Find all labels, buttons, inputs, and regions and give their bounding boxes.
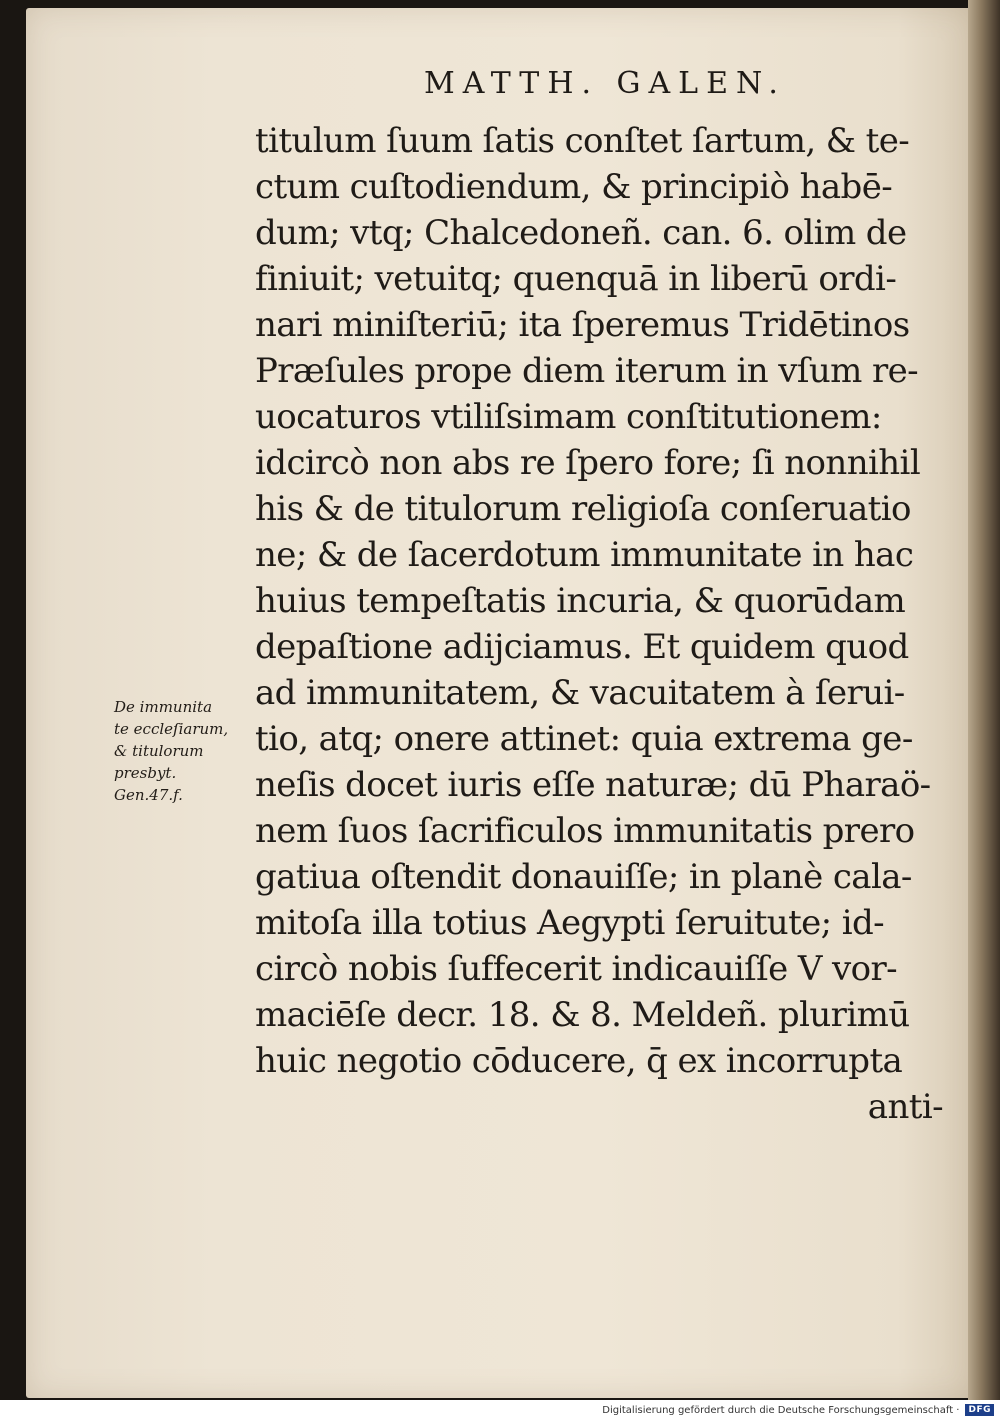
marginal-note-line: Gen.47.f.	[114, 786, 183, 804]
text-line: ad immunitatem, & vacuitatem à ſerui-	[255, 673, 905, 713]
marginal-note-line: De immunita	[114, 698, 213, 716]
text-line: circò nobis ſuffecerit indicauiſſe V vor-	[255, 949, 898, 989]
footer-credit: Digitalisierung gefördert durch die Deutsche Forschungsgemeinschaft ·	[602, 1404, 960, 1416]
digitization-footer	[0, 1400, 1000, 1420]
text-line: huius tempeſtatis incuria, & quorūdam	[255, 581, 906, 621]
text-line: titulum ſuum ſatis conſtet ſartum, & te-	[255, 121, 910, 161]
text-line: huic negotio cōducere, q̄ ex incorrupta	[255, 1041, 903, 1081]
marginal-note-line: te eccleſiarum,	[114, 720, 229, 738]
text-line: nari miniſteriū; ita ſperemus Tridētinos	[255, 305, 910, 345]
text-line: tio, atq; onere attinet: quia extrema ge-	[255, 719, 913, 759]
text-line: depaſtione adijciamus. Et quidem quod	[255, 627, 909, 667]
catchword: anti-	[867, 1087, 943, 1127]
text-line: his & de titulorum religioſa conſeruatio	[255, 489, 911, 529]
body-text	[255, 118, 955, 1130]
text-line: maciēſe decr. 18. & 8. Meldeñ. plurimū	[255, 995, 910, 1035]
text-line: finiuit; vetuitq; quenquā in liberū ordi-	[255, 259, 897, 299]
text-line: dum; vtq; Chalcedoneñ. can. 6. olim de	[255, 213, 907, 253]
text-line: idcircò non abs re ſpero fore; ſi nonnihil	[255, 443, 921, 483]
text-line: uocaturos vtiliſsimam conſtitutionem:	[255, 397, 882, 437]
book-fore-edge	[968, 0, 1000, 1400]
marginal-note-line: presbyt.	[114, 764, 177, 782]
text-line: nem ſuos ſacrificulos immunitatis prero	[255, 811, 915, 851]
text-line: mitoſa illa totius Aegypti ſeruitute; id-	[255, 903, 885, 943]
text-line: neſis docet iuris eſſe naturæ; dū Pharaö-	[255, 765, 931, 805]
text-line: Præſules prope diem iterum in vſum re-	[255, 351, 919, 391]
running-head: MATTH. GALEN.	[424, 66, 786, 101]
text-line: gatiua oſtendit donauiſſe; in planè cala-	[255, 857, 912, 897]
marginal-note-line: & titulorum	[114, 742, 204, 760]
text-line: ctum cuſtodiendum, & principiò habē-	[255, 167, 893, 207]
text-line: ne; & de ſacerdotum immunitate in hac	[255, 535, 914, 575]
dfg-logo-icon: DFG	[965, 1404, 994, 1416]
marginal-note	[114, 696, 254, 806]
